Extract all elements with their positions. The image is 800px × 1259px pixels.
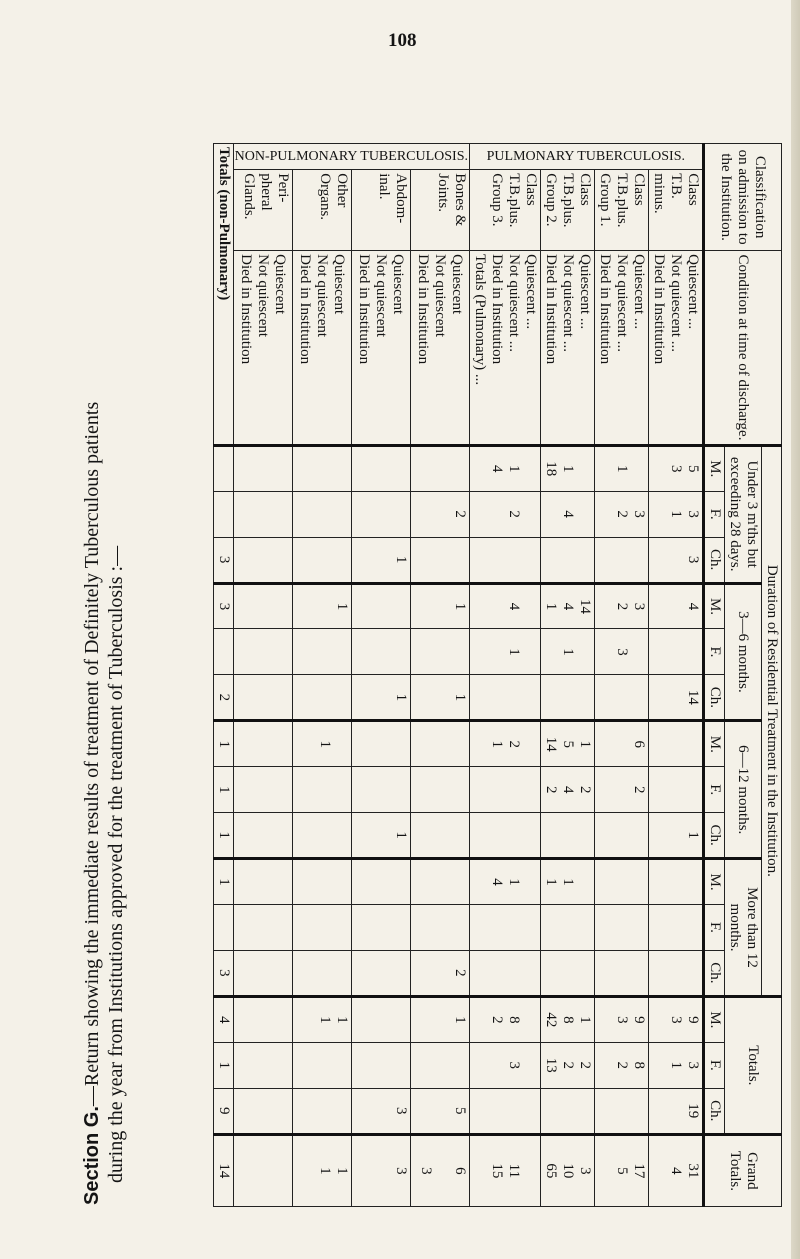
totals-label: Totals (non-Pulmonary) (213, 144, 233, 446)
count-cell (292, 1042, 351, 1088)
grand-total-cell: 17 5 (595, 1134, 649, 1206)
count-cell (233, 629, 292, 675)
count-cell (541, 905, 595, 951)
count-cell (649, 950, 704, 996)
condition-list: Quiescent Not quiescent Died in Institution (292, 251, 351, 446)
count-cell (410, 905, 469, 951)
class-label: Class T.B.plus. Group 3. (470, 170, 541, 251)
count-cell (410, 721, 469, 767)
count-cell: 4 (649, 583, 704, 629)
total-cell: 9 (213, 1088, 233, 1134)
sub-header: Ch. (704, 1088, 725, 1134)
table-row (292, 144, 351, 1207)
grand-total-cell: 3 (351, 1134, 410, 1206)
count-cell (292, 950, 351, 996)
period-under-3: Under 3 m'ths but exceeding 28 days. (725, 445, 762, 583)
count-cell: 3 2 (595, 583, 649, 629)
count-cell: 1 (351, 675, 410, 721)
count-cell: 3 (595, 629, 649, 675)
count-cell (292, 905, 351, 951)
count-cell (351, 1042, 410, 1088)
count-cell (233, 721, 292, 767)
count-cell: 2 (595, 767, 649, 813)
section-label: Section G. (81, 1106, 103, 1205)
count-cell (541, 950, 595, 996)
count-cell: 1 (410, 675, 469, 721)
sub-header: M. (704, 583, 725, 629)
count-cell (292, 675, 351, 721)
count-cell: 3 (351, 1088, 410, 1134)
sub-header: M. (704, 721, 725, 767)
count-cell (649, 767, 704, 813)
count-cell (292, 629, 351, 675)
count-cell: 1 8 42 (541, 996, 595, 1042)
period-3-6: 3—6 months. (725, 583, 762, 721)
count-cell (595, 537, 649, 583)
sub-header: Ch. (704, 950, 725, 996)
count-cell: 6 (595, 721, 649, 767)
count-cell (233, 813, 292, 859)
sub-header: Ch. (704, 813, 725, 859)
count-cell (351, 445, 410, 491)
count-cell (233, 996, 292, 1042)
count-cell (292, 491, 351, 537)
count-cell (470, 1088, 541, 1134)
total-cell: 1 (213, 1042, 233, 1088)
count-cell: 1 4 (470, 859, 541, 905)
count-cell (470, 813, 541, 859)
count-cell: 14 4 1 (541, 583, 595, 629)
count-cell (292, 445, 351, 491)
count-cell (233, 491, 292, 537)
count-cell (595, 813, 649, 859)
count-cell: 2 (410, 950, 469, 996)
count-cell (351, 629, 410, 675)
grand-total-cell: 31 4 (649, 1134, 704, 1206)
count-cell: 2 2 13 (541, 1042, 595, 1088)
count-cell (541, 675, 595, 721)
duration-header: Duration of Residential Treatment in the Institution. (762, 445, 782, 996)
count-cell (649, 859, 704, 905)
count-cell: 14 (649, 675, 704, 721)
count-cell (292, 813, 351, 859)
group-label: NON-PULMONARY TUBERCULOSIS. (233, 144, 469, 170)
count-cell: 3 2 (595, 491, 649, 537)
period-6-12: 6—12 months. (725, 721, 762, 859)
count-cell (649, 721, 704, 767)
count-cell (595, 859, 649, 905)
count-cell (233, 950, 292, 996)
count-cell: 1 (351, 537, 410, 583)
sub-header: F. (704, 491, 725, 537)
count-cell (233, 859, 292, 905)
grand-total-cell: 14 (213, 1134, 233, 1206)
count-cell (233, 675, 292, 721)
count-cell (410, 629, 469, 675)
table-row (649, 144, 704, 1207)
title-band (0, 0, 127, 1259)
count-cell (649, 629, 704, 675)
count-cell: 19 (649, 1088, 704, 1134)
count-cell: 4 (541, 491, 595, 537)
count-cell: 1 (649, 813, 704, 859)
sub-header: F. (704, 629, 725, 675)
count-cell: 1 (541, 629, 595, 675)
count-cell (233, 1042, 292, 1088)
count-cell: 2 (470, 491, 541, 537)
table-row (351, 144, 410, 1207)
class-label: Class T.B. minus. (649, 170, 704, 251)
count-cell (410, 859, 469, 905)
table-row (410, 144, 469, 1207)
condition-list: Quiescent ... Not quiescent ... Died in Institution Totals (Pulmonary) ... (470, 251, 541, 446)
table-row (595, 144, 649, 1207)
count-cell (351, 721, 410, 767)
class-label: Class T.B.plus. Group 2. (541, 170, 595, 251)
class-label: Other Organs. (292, 170, 351, 251)
count-cell: 3 (470, 1042, 541, 1088)
count-cell (470, 905, 541, 951)
count-cell (233, 583, 292, 629)
condition-list: Quiescent ... Not quiescent ... Died in Institution (649, 251, 704, 446)
count-cell (351, 996, 410, 1042)
count-cell (410, 813, 469, 859)
count-cell (410, 445, 469, 491)
count-cell (470, 537, 541, 583)
count-cell: 8 2 (595, 1042, 649, 1088)
period-over-12: More than 12 months. (725, 859, 762, 997)
count-cell: 2 4 2 (541, 767, 595, 813)
count-cell: 5 (410, 1088, 469, 1134)
table-row (470, 144, 541, 1207)
count-cell: 1 18 (541, 445, 595, 491)
total-cell: 2 (213, 675, 233, 721)
count-cell: 1 (410, 996, 469, 1042)
totals-header: Totals. (725, 996, 782, 1134)
count-cell (595, 905, 649, 951)
grand-total-cell (233, 1134, 292, 1206)
page-number: 108 (388, 30, 417, 51)
count-cell: 9 3 (649, 996, 704, 1042)
condition-list: Quiescent ... Not quiescent ... Died in Institution (595, 251, 649, 446)
sub-header: M. (704, 859, 725, 905)
count-cell (351, 767, 410, 813)
count-cell (595, 675, 649, 721)
count-cell: 1 (410, 583, 469, 629)
count-cell: 4 (470, 583, 541, 629)
title-line-2: during the year from Institutions approved for the treatment of Tuberculosis :— (105, 545, 127, 1183)
count-cell (233, 537, 292, 583)
count-cell (410, 537, 469, 583)
count-cell (292, 537, 351, 583)
count-cell: 5 3 (649, 445, 704, 491)
total-cell: 3 (213, 537, 233, 583)
count-cell (351, 491, 410, 537)
count-cell (595, 1088, 649, 1134)
count-cell: 1 1 (292, 996, 351, 1042)
count-cell (233, 905, 292, 951)
class-label: Bones & Joints. (410, 170, 469, 251)
sub-header: Ch. (704, 537, 725, 583)
sub-header: Ch. (704, 675, 725, 721)
total-cell: 4 (213, 996, 233, 1042)
count-cell (292, 767, 351, 813)
condition-list: Quiescent ... Not quiescent ... Died in Institution (541, 251, 595, 446)
total-cell: 1 (213, 721, 233, 767)
count-cell (233, 1088, 292, 1134)
total-cell: 1 (213, 767, 233, 813)
total-cell: 3 (213, 583, 233, 629)
total-cell (213, 445, 233, 491)
totals-nonpulmonary-row (213, 144, 233, 1207)
condition-list: Quiescent Not quiescent Died in Institution (233, 251, 292, 446)
total-cell (213, 905, 233, 951)
count-cell (351, 583, 410, 629)
total-cell (213, 629, 233, 675)
count-cell (470, 950, 541, 996)
sub-header: M. (704, 996, 725, 1042)
count-cell: 3 1 (649, 491, 704, 537)
count-cell (541, 1088, 595, 1134)
condition-list: Quiescent Not quiescent Died in Institution (410, 251, 469, 446)
title-line-1: —Return showing the immediate results of treatment of Definitely Tuberculous patients (81, 401, 103, 1107)
count-cell (470, 675, 541, 721)
count-cell (541, 537, 595, 583)
sub-header: F. (704, 1042, 725, 1088)
count-cell: 3 (649, 537, 704, 583)
count-cell: 1 4 (470, 445, 541, 491)
total-cell: 1 (213, 859, 233, 905)
total-cell: 3 (213, 950, 233, 996)
results-table (213, 143, 782, 1207)
sub-header: M. (704, 445, 725, 491)
count-cell: 9 3 (595, 996, 649, 1042)
grand-total-cell: 3 10 65 (541, 1134, 595, 1206)
count-cell (233, 767, 292, 813)
count-cell: 1 (351, 813, 410, 859)
count-cell (351, 950, 410, 996)
condition-header: Condition at time of discharge. (704, 251, 782, 446)
count-cell (351, 905, 410, 951)
count-cell (292, 1088, 351, 1134)
condition-list: Quiescent Not quiescent Died in Institution (351, 251, 410, 446)
count-cell (410, 1042, 469, 1088)
count-cell (541, 813, 595, 859)
page-edge (791, 0, 800, 1259)
count-cell (292, 859, 351, 905)
count-cell (470, 767, 541, 813)
count-cell: 3 1 (649, 1042, 704, 1088)
sub-header: F. (704, 767, 725, 813)
count-cell: 1 (292, 721, 351, 767)
group-label: PULMONARY TUBERCULOSIS. (470, 144, 704, 170)
sub-header: F. (704, 905, 725, 951)
count-cell: 1 1 (541, 859, 595, 905)
count-cell (410, 767, 469, 813)
count-cell (351, 859, 410, 905)
grand-total-cell: 11 15 (470, 1134, 541, 1206)
count-cell: 2 (410, 491, 469, 537)
count-cell: 1 (470, 629, 541, 675)
count-cell (649, 905, 704, 951)
count-cell: 8 2 (470, 996, 541, 1042)
count-cell: 1 (595, 445, 649, 491)
grand-total-cell: 6 3 (410, 1134, 469, 1206)
table-row (233, 144, 292, 1207)
count-cell (233, 445, 292, 491)
grand-total-cell: 1 1 (292, 1134, 351, 1206)
total-cell: 1 (213, 813, 233, 859)
table-row (541, 144, 595, 1207)
grand-totals-header: Grand Totals. (704, 1134, 782, 1206)
classification-header: Classification on admission to the Institution. (704, 144, 782, 251)
class-label: Abdom- inal. (351, 170, 410, 251)
count-cell: 1 (292, 583, 351, 629)
total-cell (213, 491, 233, 537)
class-label: Class T.B.plus. Group 1. (595, 170, 649, 251)
count-cell: 1 5 14 (541, 721, 595, 767)
count-cell: 2 1 (470, 721, 541, 767)
class-label: Peri- pheral Glands. (233, 170, 292, 251)
count-cell (595, 950, 649, 996)
